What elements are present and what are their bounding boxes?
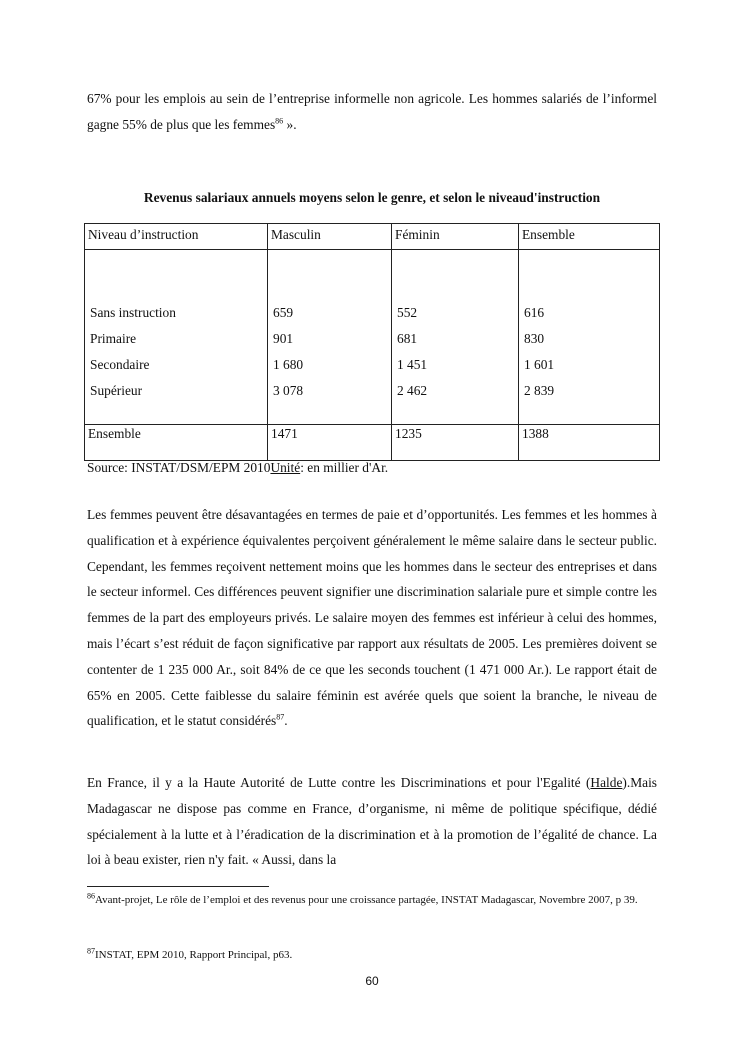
header-niveau: Niveau d’instruction bbox=[85, 224, 268, 250]
total-masculin: 1471 bbox=[268, 425, 392, 461]
total-feminin: 1235 bbox=[392, 425, 519, 461]
table-header-row bbox=[85, 224, 660, 250]
header-ensemble: Ensemble bbox=[519, 224, 660, 250]
table-body-row bbox=[85, 250, 660, 425]
cell-masculin-2: 1 680 bbox=[273, 357, 304, 372]
footnote-87 bbox=[87, 948, 657, 963]
cell-ensemble-3: 2 839 bbox=[524, 383, 555, 398]
header-feminin: Féminin bbox=[392, 224, 519, 250]
body-paragraph-3 bbox=[87, 770, 657, 873]
cell-ensemble-1: 830 bbox=[524, 331, 545, 346]
table-source bbox=[87, 460, 388, 476]
intro-tail: ». bbox=[283, 116, 297, 132]
table-total-row bbox=[85, 425, 660, 461]
cell-masculin-1: 901 bbox=[273, 331, 294, 346]
cell-feminin-3: 2 462 bbox=[397, 383, 428, 398]
footnote-86-number: 86 bbox=[87, 891, 95, 901]
para2-text: Les femmes peuvent être désavantagées en termes de paie et d’opportunités. Les femmes et les hommes à qualification et à expérience équivalentes perçoivent généralement le même salaire dans le secteur public. Cependant, les femmes reçoivent nettement moins que les hommes dans le secteur des entreprises et dans le secteur informel. Ces différences peuvent signifier une discrimination salariale pure et simple contre les femmes de la part des employeurs privés. Le salaire moyen des femmes est inférieur à celui des hommes, mais l’écart s’est réduit de façon significative par rapport aux résultats de 2005. Les premières doivent se contenter de 1 235 000 Ar., soit 84% de ce que les seconds touchent (1 471 000 Ar.). Le rapport était de 65% en 2005. Cette faiblesse du salaire féminin est avérée quels que soient la branche, le niveau de qualification, et le statut considérés bbox=[87, 507, 657, 729]
salary-table bbox=[84, 223, 660, 461]
cell-feminin-1: 681 bbox=[397, 331, 418, 346]
cell-feminin-0: 552 bbox=[397, 305, 418, 320]
footnote-86 bbox=[87, 893, 657, 908]
table-title: Revenus salariaux annuels moyens selon le genre, et selon le niveaud'instruction bbox=[143, 190, 601, 205]
cell-ensemble-2: 1 601 bbox=[524, 357, 555, 372]
total-label: Ensemble bbox=[85, 425, 268, 461]
para3-after: ).Mais Madagascar ne dispose pas comme en France, d’organisme, ni même de politique spécifique, dédié spécialement à la lutte et à l’éradication de la discrimination et à la promotion de l’égalité de chance. La loi à beau exister, rien n'y fait. « Aussi, dans la bbox=[87, 775, 657, 868]
cell-ensemble-0: 616 bbox=[524, 305, 545, 320]
footnote-separator bbox=[87, 886, 269, 887]
cell-masculin-3: 3 078 bbox=[273, 383, 304, 398]
col-ensemble bbox=[519, 250, 660, 425]
intro-paragraph bbox=[87, 86, 657, 138]
cell-masculin-0: 659 bbox=[273, 305, 294, 320]
para3-before: En France, il y a la Haute Autorité de Lutte contre les Discriminations et pour l'Egalité ( bbox=[87, 775, 591, 790]
cell-niveau-1: Primaire bbox=[90, 331, 137, 346]
source-unit-rest: : en millier d'Ar. bbox=[300, 460, 389, 475]
col-masculin bbox=[268, 250, 392, 425]
footnote-ref-86[interactable]: 86 bbox=[275, 116, 284, 126]
col-feminin bbox=[392, 250, 519, 425]
cell-feminin-2: 1 451 bbox=[397, 357, 428, 372]
halde-link[interactable]: Halde bbox=[590, 775, 623, 790]
cell-niveau-2: Secondaire bbox=[90, 357, 150, 372]
source-prefix: Source: INSTAT/DSM/EPM 2010 bbox=[87, 460, 271, 475]
footnote-86-text: Avant-projet, Le rôle de l’emploi et des revenus pour une croissance partagée, INSTAT Madagascar, Novembre 2007, p 39. bbox=[95, 894, 638, 906]
source-unit-label: Unité bbox=[270, 460, 301, 475]
para2-tail: . bbox=[284, 713, 288, 729]
header-masculin: Masculin bbox=[268, 224, 392, 250]
col-niveau bbox=[85, 250, 268, 425]
cell-niveau-0: Sans instruction bbox=[90, 305, 176, 320]
footnote-87-text: INSTAT, EPM 2010, Rapport Principal, p63. bbox=[95, 949, 293, 961]
cell-niveau-3: Supérieur bbox=[90, 383, 143, 398]
footnote-ref-87[interactable]: 87 bbox=[276, 712, 285, 722]
total-ensemble: 1388 bbox=[519, 425, 660, 461]
intro-text: 67% pour les emplois au sein de l’entreprise informelle non agricole. Les hommes salariés de l’informel gagne 55% de plus que les femmes bbox=[87, 91, 657, 132]
footnote-87-number: 87 bbox=[87, 946, 95, 956]
body-paragraph-2 bbox=[87, 502, 657, 734]
page-number: 60 bbox=[365, 974, 379, 988]
